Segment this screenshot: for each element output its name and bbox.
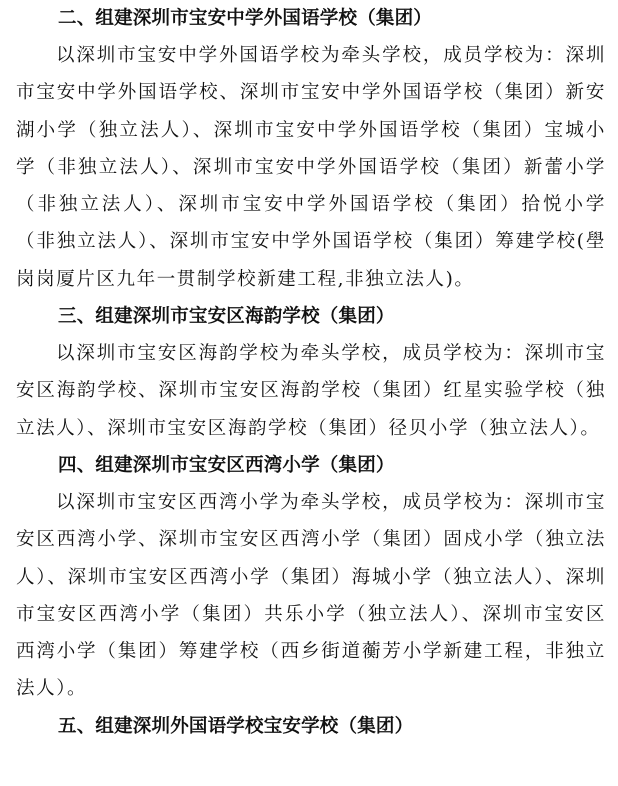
section-four <box>0 447 618 708</box>
section-paragraph: 以深圳市宝安中学外国语学校为牵头学校，成员学校为：深圳市宝安中学外国语学校、深圳市宝安中学外国语学校（集团）新安湖小学（独立法人）、深圳市宝安中学外国语学校（集团）宝城小学（非独立法人）、深圳市宝安中学外国语学校（集团）新蕾小学（非独立法人）、深圳市宝安中学外国语学校（集团）拾悦小学（非独立法人）、深圳市宝安中学外国语学校（集团）筹建学校(壆岗岗厦片区九年一贯制学校新建工程,非独立法人)。 <box>16 45 606 290</box>
section-heading: 五、组建深圳外国语学校宝安学校（集团） <box>58 715 414 737</box>
section-two <box>0 0 618 298</box>
section-heading: 四、组建深圳市宝安区西湾小学（集团） <box>58 454 395 476</box>
section-paragraph: 以深圳市宝安区西湾小学为牵头学校，成员学校为：深圳市宝安区西湾小学、深圳市宝安区西湾小学（集团）固戍小学（独立法人）、深圳市宝安区西湾小学（集团）海城小学（独立法人）、深圳市宝安区西湾小学（集团）共乐小学（独立法人）、深圳市宝安区西湾小学（集团）筹建学校（西乡街道蘅芳小学新建工程，非独立法人）。 <box>16 491 606 700</box>
section-three <box>0 298 618 447</box>
section-five <box>0 708 618 745</box>
section-heading: 三、组建深圳市宝安区海韵学校（集团） <box>58 306 395 328</box>
section-heading: 二、组建深圳市宝安中学外国语学校（集团） <box>58 8 433 29</box>
section-paragraph: 以深圳市宝安区海韵学校为牵头学校，成员学校为：深圳市宝安区海韵学校、深圳市宝安区海韵学校（集团）红星实验学校（独立法人）、深圳市宝安区海韵学校（集团）径贝小学（独立法人）。 <box>16 343 606 439</box>
